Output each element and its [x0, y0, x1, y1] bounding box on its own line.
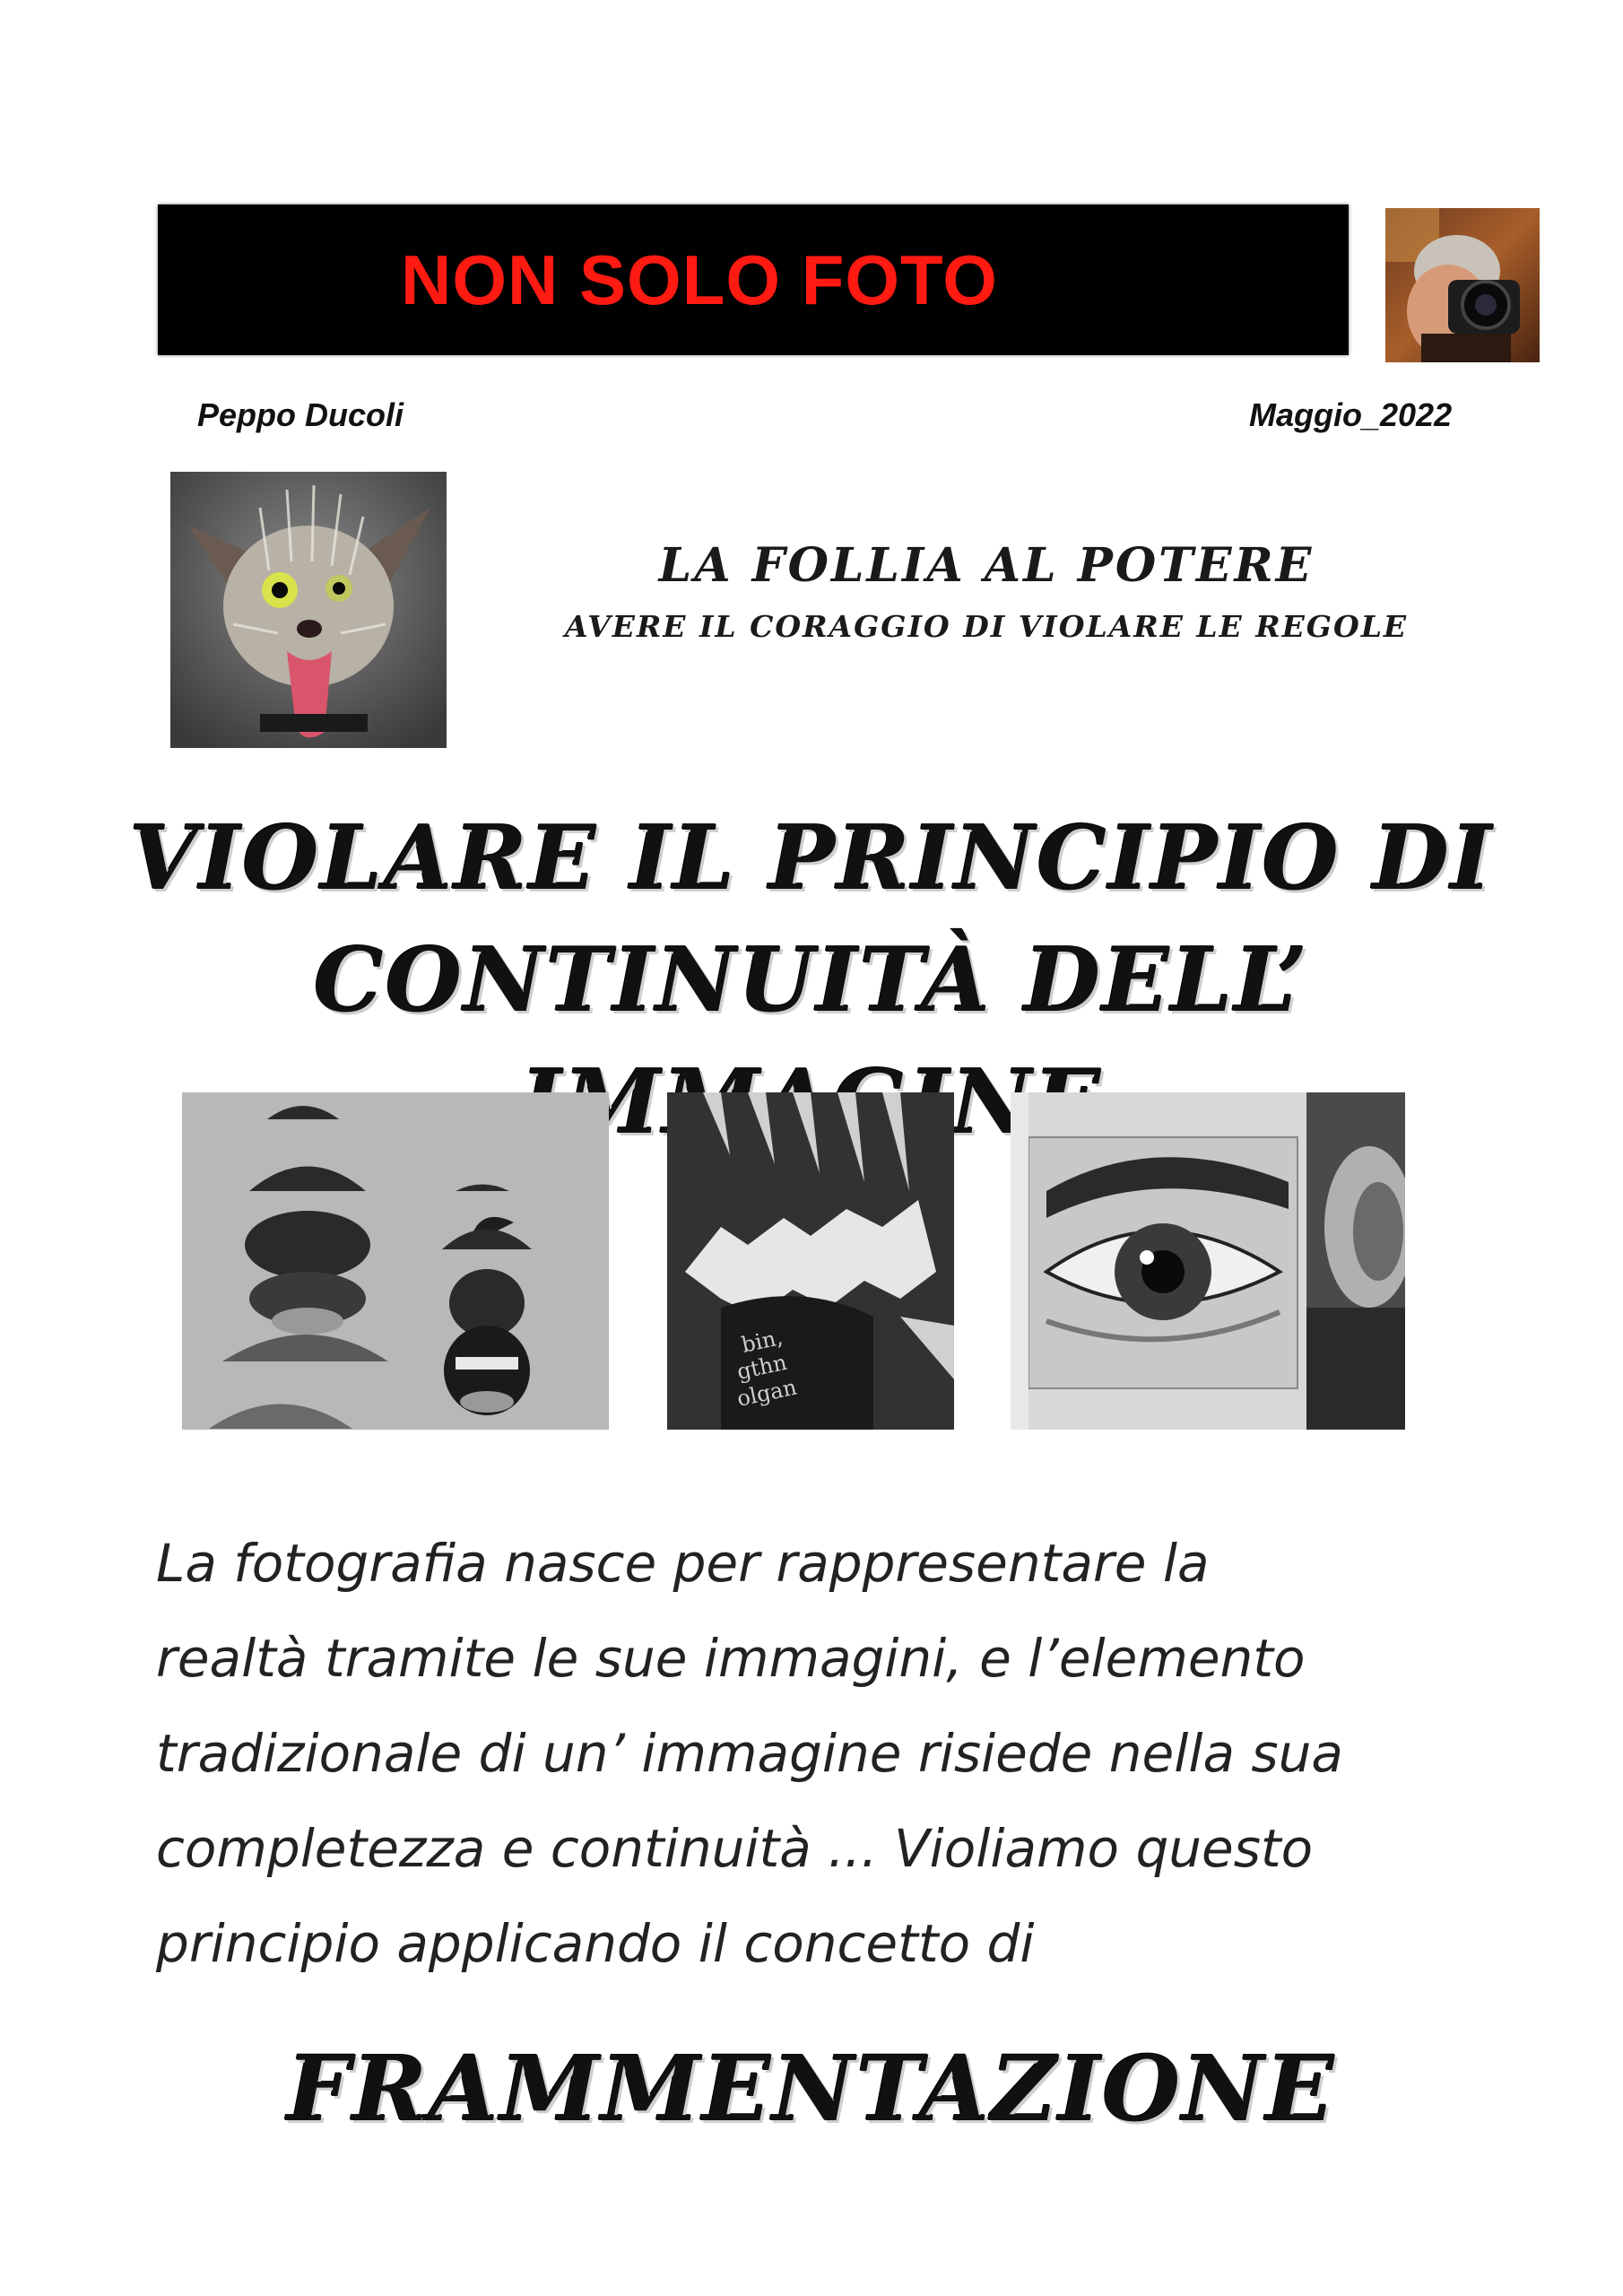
- fragmented-eye-icon: [1011, 1092, 1405, 1430]
- dog-photo-icon: [170, 472, 447, 748]
- tagline-title: LA FOLLIA AL POTERE: [658, 538, 1315, 593]
- headline-line-2: CONTINUITÀ DELL’: [313, 929, 1310, 1032]
- conclusion-word: FRAMMENTAZIONE: [287, 2036, 1336, 2142]
- body-line-1: La fotografia nasce per rappresentare la: [156, 1533, 1210, 1594]
- svg-text:olgan: olgan: [734, 1374, 800, 1412]
- body-line-2: realtà tramite le sue immagini, e l’elemento: [156, 1628, 1306, 1689]
- photographer-portrait-icon: [1385, 208, 1540, 362]
- tagline: [466, 538, 1506, 644]
- tagline-subtitle: AVERE IL CORAGGIO DI VIOLARE LE REGOLE: [564, 609, 1409, 644]
- fragmented-faces-icon: [182, 1092, 609, 1430]
- body-line-3: tradizionale di un’ immagine risiede nella sua: [156, 1723, 1343, 1784]
- fragmented-graphic-icon: [667, 1092, 954, 1430]
- author-name: Peppo Ducoli: [197, 396, 404, 433]
- svg-text:bin,: bin,: [739, 1324, 785, 1358]
- headline-line-1: VIOLARE IL PRINCIPIO DI: [129, 807, 1494, 910]
- banner-title: NON SOLO FOTO: [401, 239, 998, 319]
- svg-text:gthn: gthn: [734, 1349, 789, 1385]
- publication-date: Maggio_2022: [1249, 396, 1453, 433]
- body-line-4: completezza e continuità ... Violiamo questo: [156, 1818, 1314, 1879]
- header-banner: [158, 204, 1349, 355]
- body-paragraph: [156, 1516, 1501, 1991]
- body-line-5: principio applicando il concetto di: [156, 1913, 1035, 1974]
